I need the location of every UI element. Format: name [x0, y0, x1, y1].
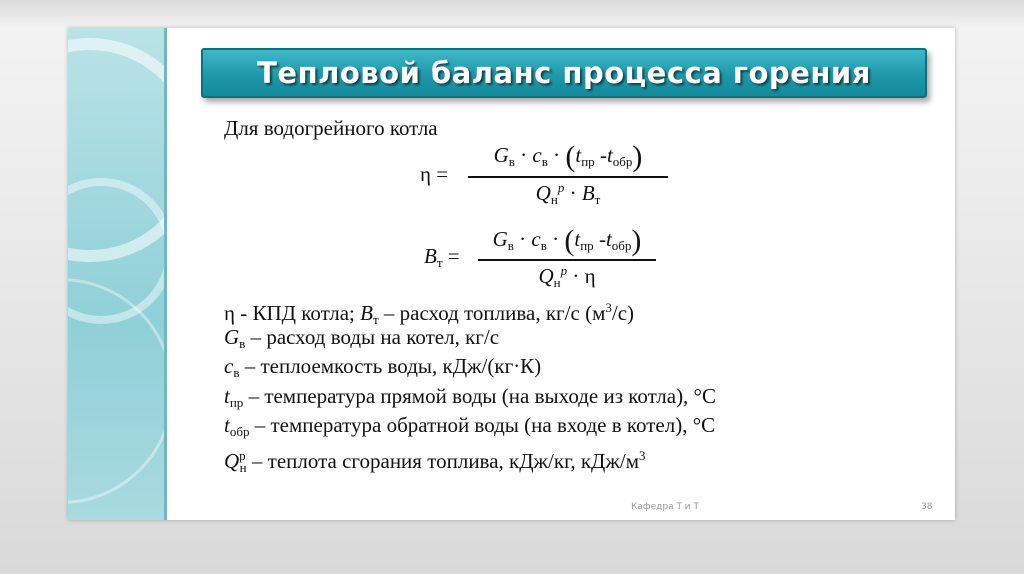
definition-item: η - КПД котла; $B_т$ – расход топлива, кг/с $(м^3/с)$: [224, 300, 635, 327]
formula-fraction: [478, 224, 656, 294]
formula-lhs: $B_т$ =: [424, 244, 460, 270]
intro-text: Для водогрейного котла: [224, 116, 438, 140]
definitions-list: [224, 293, 716, 475]
slide-number: 38: [921, 502, 933, 512]
formula-denominator: $Q_н^р \cdot B_т$: [535, 180, 601, 207]
formula-numerator: $G_в \cdot c_в \cdot (t_{пр}$ $-t_{обр}$): [492, 224, 642, 257]
fraction-bar: [468, 176, 668, 178]
definition-item: $G_в$ – расход воды на котел, кг/с: [224, 324, 500, 351]
formula-denominator: $Q_н^р \cdot \eta$: [538, 263, 596, 290]
formula-fraction: [468, 140, 668, 210]
definition-item: $Q^р_н$ – теплота сгорания топлива, кДж/кг, кДж/$м^3$: [224, 447, 646, 475]
window-top-strip: [0, 0, 1024, 28]
formula-numerator: $G_в \cdot c_в \cdot (t_{пр}$ $-t_{обр}$): [493, 140, 643, 173]
formula-lhs: η =: [420, 162, 449, 186]
definition-item: $t_{обр}$ – температура обратной воды (на входе в котел), °С: [224, 413, 716, 439]
decorative-ring: [68, 278, 164, 504]
fraction-bar: [478, 259, 656, 261]
slide-title-banner: [201, 48, 927, 98]
slide-title: Тепловой баланс процесса горения: [257, 56, 871, 90]
definition-item: $t_{пр}$ – температура прямой воды (на выходе из котла), °С: [224, 383, 716, 410]
definition-item: $c_в$ – теплоемкость воды, кДж/(кг·К): [224, 354, 542, 380]
band-edge-divider: [164, 28, 167, 520]
slide: [68, 28, 955, 520]
footer-department: Кафедра Т и Т: [631, 502, 700, 512]
decorative-side-band: [68, 28, 164, 520]
